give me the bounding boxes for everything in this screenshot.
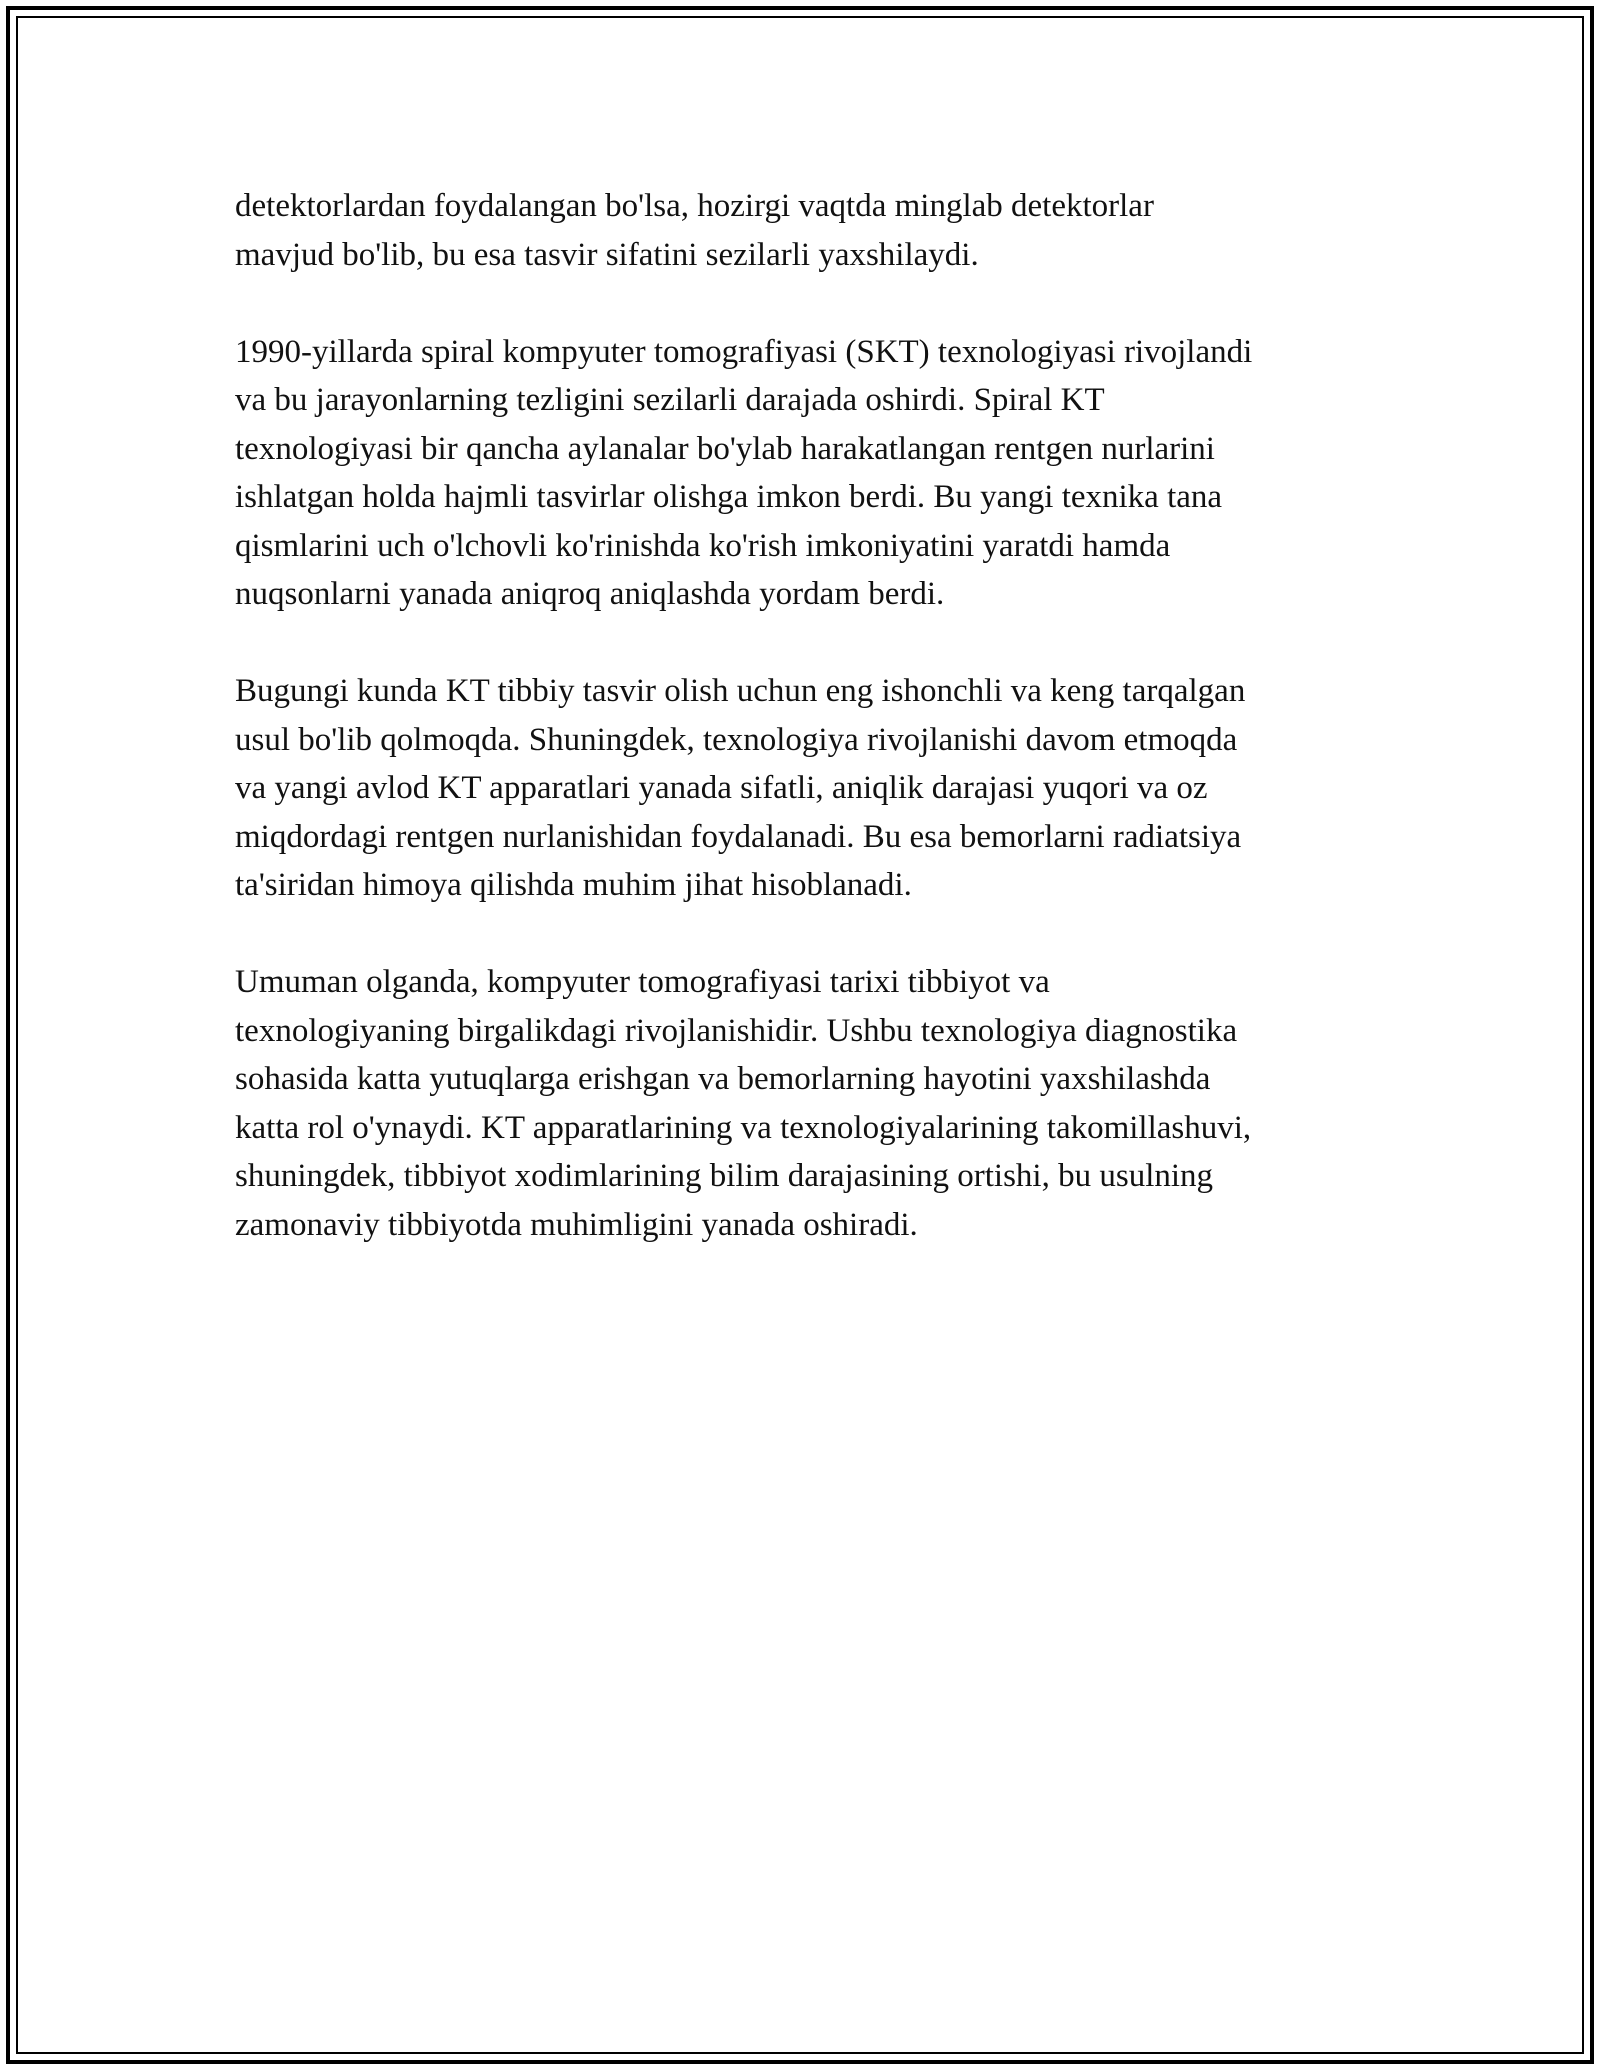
paragraph-spiral-ct: 1990-yillarda spiral kompyuter tomografiyasi (SKT) texnologiyasi rivojlandi va bu jarayonlarning tezligini sezilarli darajada oshirdi. Spiral KT texnologiyasi bir qancha aylanalar bo'ylab harakatlangan rentgen nurlarini ishlatgan holda hajmli tasvirlar olishga imkon berdi. Bu yangi texnika tana qismlarini uch o'lchovli ko'rinishda ko'rish imkoniyatini yaratdi hamda nuqsonlarni yanada aniqroq aniqlashda yordam berdi. [235,333,1253,612]
paragraph-conclusion: Umuman olganda, kompyuter tomografiyasi tarixi tibbiyot va texnologiyaning birgalikdagi rivojlanishidir. Ushbu texnologiya diagnostika sohasida katta yutuqlarga erishgan va bemorlarning hayotini yaxshilashda katta rol o'ynaydi. KT apparatlarining va texnologiyalarining takomillashuvi, shuningdek, tibbiyot xodimlarining bilim darajasining ortishi, bu usulning zamonaviy tibbiyotda muhimligini yanada oshiradi. [235,964,1252,1243]
paragraph-ct-today: Bugungi kunda KT tibbiy tasvir olish uchun eng ishonchli va keng tarqalgan usul bo'lib qolmoqda. Shuningdek, texnologiya rivojlanishi davom etmoqda va yangi avlod KT apparatlari yanada sifatli, aniqlik darajasi yuqori va oz miqdordagi rentgen nurlanishidan foydalanadi. Bu esa bemorlarni radiatsiya ta'siridan himoya qilishda muhim jihat hisoblanadi. [235,673,1246,903]
document-body [235,182,1365,1298]
paragraph-detectors: detektorlardan foydalangan bo'lsa, hozirgi vaqtda minglab detektorlar mavjud bo'lib, bu esa tasvir sifatini sezilarli yaxshilaydi. [235,188,1154,273]
